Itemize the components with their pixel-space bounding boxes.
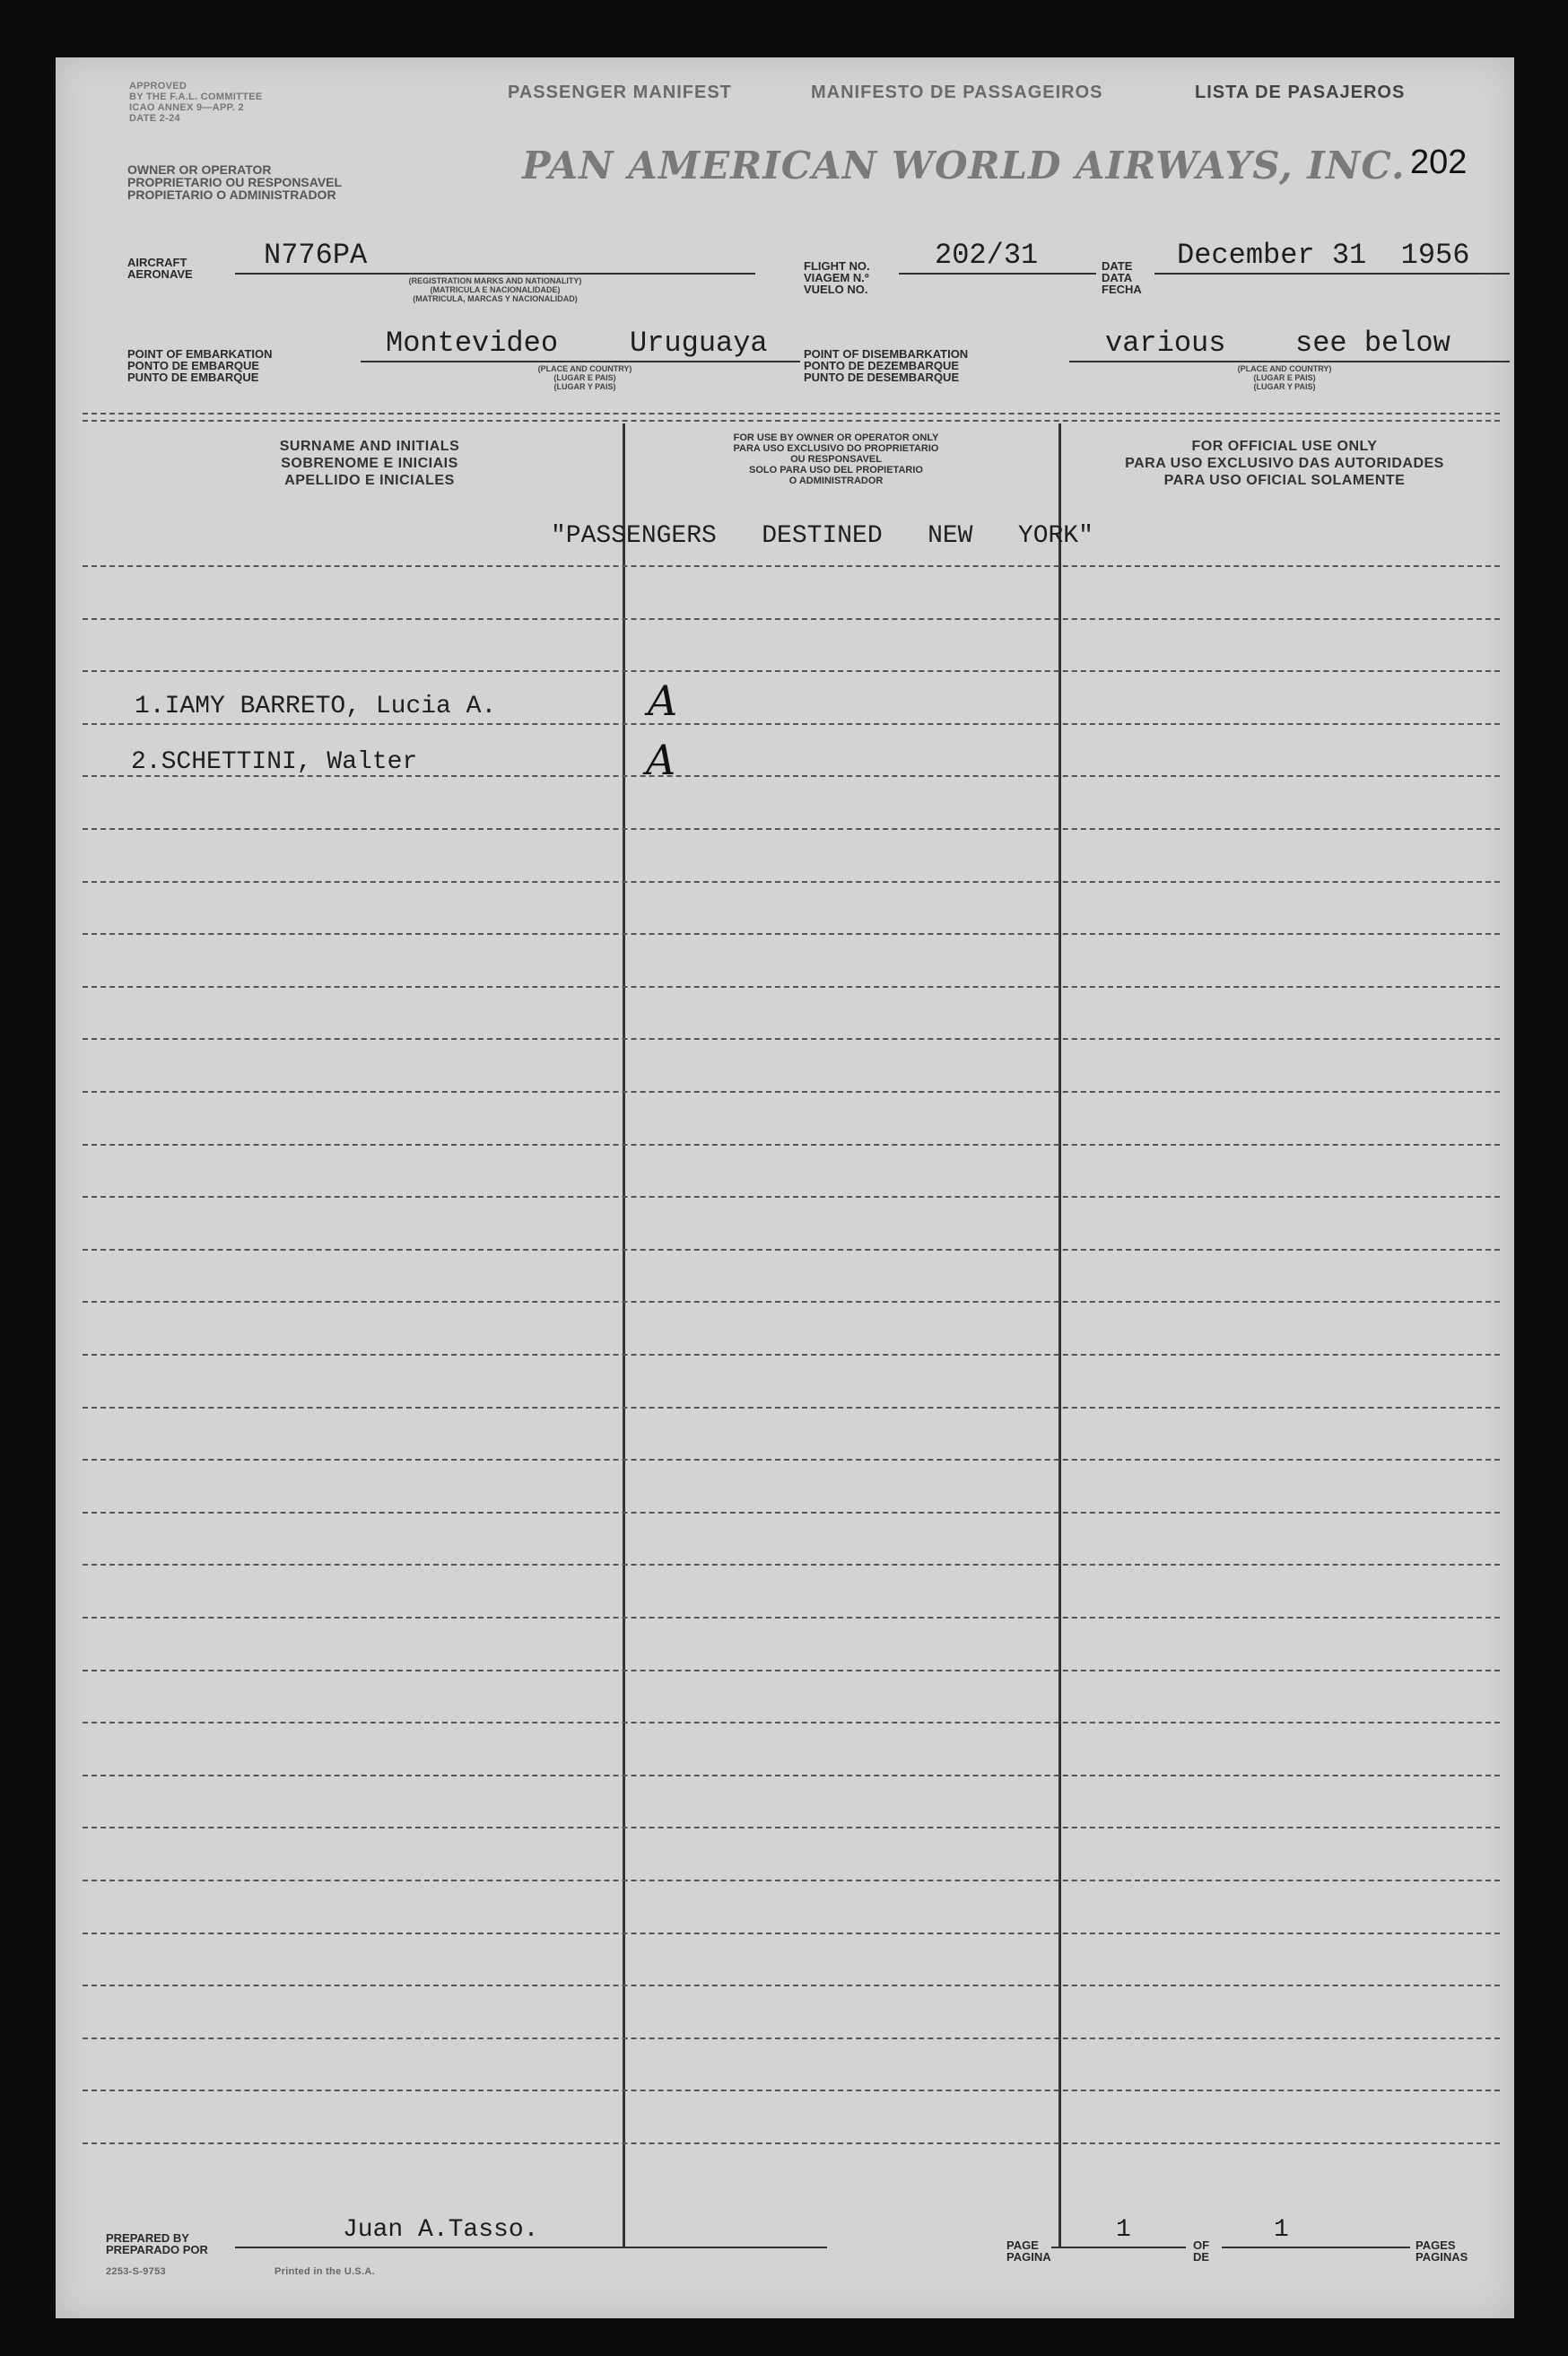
table-rule-line <box>83 933 1500 935</box>
aircraft-sublabel <box>253 276 737 303</box>
date-label <box>1102 260 1142 295</box>
date-label-en: DATE <box>1102 259 1133 273</box>
flight-label-es: VUELO NO. <box>804 283 868 296</box>
table-rule-line <box>83 881 1500 883</box>
prepared-label-en: PREPARED BY <box>106 2231 189 2245</box>
prepared-label-pt: PREPARADO POR <box>106 2243 208 2256</box>
page-label-en: PAGE <box>1006 2238 1039 2252</box>
stamp-line: ICAO ANNEX 9—APP. 2 <box>129 102 244 113</box>
prepared-underline <box>235 2247 827 2248</box>
passenger-mark-1: A <box>648 676 678 725</box>
table-rule-line <box>83 670 1500 672</box>
date-label-es: FECHA <box>1102 283 1142 296</box>
printed-note: Printed in the U.S.A. <box>274 2266 376 2277</box>
col1-line: SOBRENOME E INICIAIS <box>281 456 458 471</box>
column-divider-2 <box>1058 423 1061 2247</box>
pages-label <box>1416 2239 1468 2263</box>
embarkation-country: Uruguaya <box>630 327 768 360</box>
col2-line: PARA USO EXCLUSIVO DO PROPRIETARIO <box>733 443 939 454</box>
flight-label-pt: VIAGEM N.º <box>804 271 869 284</box>
table-rule-line <box>83 1038 1500 1040</box>
passenger-name-1: 1.IAMY BARRETO, Lucia A. <box>135 693 497 720</box>
date-label-pt: DATA <box>1102 271 1133 284</box>
column-header-official <box>1069 438 1500 489</box>
flight-label-en: FLIGHT NO. <box>804 259 870 273</box>
prepared-label <box>106 2232 208 2256</box>
embarkation-label-es: PUNTO DE EMBARQUE <box>127 371 259 384</box>
col2-line: FOR USE BY OWNER OR OPERATOR ONLY <box>733 432 939 443</box>
table-rule-line <box>83 1459 1500 1461</box>
of-label-pt: DE <box>1193 2250 1210 2264</box>
title-pt: MANIFESTO DE PASSAGEIROS <box>811 83 1103 102</box>
form-number: 2253-S-9753 <box>106 2266 166 2277</box>
manifest-page <box>56 57 1514 2318</box>
destination-banner: "PASSENGERS DESTINED NEW YORK" <box>551 522 1093 550</box>
embarkation-sub: (LUGAR Y PAIS) <box>553 382 616 391</box>
flight-label <box>804 260 870 295</box>
col3-line: PARA USO EXCLUSIVO DAS AUTORIDADES <box>1125 456 1444 471</box>
airline-name: PAN AMERICAN WORLD AIRWAYS, INC. <box>522 144 1406 188</box>
col2-line: OU RESPONSAVEL <box>790 454 882 465</box>
table-rule-line <box>83 1933 1500 1934</box>
table-rule-line <box>83 1091 1500 1093</box>
aircraft-sub: (MATRICULA, MARCAS Y NACIONALIDAD) <box>413 294 578 303</box>
stamp-line: DATE 2-24 <box>129 113 180 124</box>
table-rule-line <box>83 1144 1500 1146</box>
stamp-line: APPROVED <box>129 81 187 92</box>
prepared-value: Juan A.Tasso. <box>343 2216 539 2244</box>
embarkation-place: Montevideo <box>386 327 559 360</box>
of-label-en: OF <box>1193 2238 1210 2252</box>
disembarkation-label-en: POINT OF DISEMBARKATION <box>804 347 969 361</box>
table-rule-line <box>83 828 1500 830</box>
col2-line: O ADMINISTRADOR <box>788 476 884 486</box>
disembarkation-sub: (LUGAR Y PAIS) <box>1253 382 1316 391</box>
table-rule-line <box>83 1775 1500 1776</box>
page-label <box>1006 2239 1051 2263</box>
aircraft-label-en: AIRCRAFT <box>127 256 187 269</box>
table-rule-line <box>83 1249 1500 1251</box>
table-rule-line <box>83 2038 1500 2039</box>
disembarkation-label-pt: PONTO DE DEZEMBARQUE <box>804 359 960 372</box>
stamp-line: BY THE F.A.L. COMMITTEE <box>129 92 263 102</box>
owner-label-en: OWNER OR OPERATOR <box>127 162 272 177</box>
pages-value: 1 <box>1274 2216 1289 2244</box>
col3-line: PARA USO OFICIAL SOLAMENTE <box>1163 473 1406 488</box>
passenger-name-2: 2.SCHETTINI, Walter <box>131 748 418 776</box>
table-rule-line <box>83 1301 1500 1303</box>
approval-stamp <box>129 81 262 124</box>
table-rule-line <box>83 1985 1500 1986</box>
passenger-mark-2: A <box>646 736 676 784</box>
disembarkation-label-es: PUNTO DE DESEMBARQUE <box>804 371 960 384</box>
embarkation-sublabel <box>432 364 737 391</box>
table-rule-line <box>83 986 1500 988</box>
disembarkation-place: various <box>1105 327 1226 360</box>
col3-line: FOR OFFICIAL USE ONLY <box>1191 439 1378 454</box>
embarkation-label-en: POINT OF EMBARKATION <box>127 347 273 361</box>
aircraft-label <box>127 257 193 280</box>
col1-line: APELLIDO E INICIALES <box>284 473 455 488</box>
table-rule-line <box>83 1407 1500 1409</box>
disembarkation-label <box>804 348 968 383</box>
aircraft-sub: (REGISTRATION MARKS AND NATIONALITY) <box>408 276 582 285</box>
table-top-rule <box>83 420 1500 422</box>
table-rule-line <box>83 2090 1500 2091</box>
page-underline <box>1051 2247 1186 2248</box>
column-divider-1 <box>623 423 625 2247</box>
table-rule-line <box>83 1722 1500 1723</box>
page-value: 1 <box>1116 2216 1131 2244</box>
table-rule-line <box>83 1196 1500 1198</box>
table-rule-line <box>83 1617 1500 1619</box>
col2-line: SOLO PARA USO DEL PROPIETARIO <box>749 465 923 476</box>
table-rule-line <box>83 1354 1500 1356</box>
date-value: December 31 1956 <box>1177 239 1470 272</box>
embarkation-label <box>127 348 273 383</box>
flight-underline <box>899 273 1096 275</box>
table-rule-line <box>83 618 1500 620</box>
aircraft-label-pt: AERONAVE <box>127 267 193 281</box>
embarkation-label-pt: PONTO DE EMBARQUE <box>127 359 260 372</box>
table-rule-line <box>83 1827 1500 1828</box>
table-top-rule <box>83 413 1500 414</box>
disembarkation-sub: (PLACE AND COUNTRY) <box>1237 364 1332 373</box>
flight-value: 202/31 <box>935 239 1039 272</box>
aircraft-underline <box>235 273 755 275</box>
disembarkation-underline <box>1069 361 1510 362</box>
date-underline <box>1154 273 1510 275</box>
table-rule-line <box>83 723 1500 725</box>
aircraft-sub: (MATRICULA E NACIONALIDADE) <box>430 285 561 294</box>
owner-label <box>127 163 342 201</box>
disembarkation-note: see below <box>1295 327 1450 360</box>
embarkation-sub: (LUGAR E PAIS) <box>553 373 616 382</box>
table-rule-line <box>83 1880 1500 1881</box>
col1-line: SURNAME AND INITIALS <box>279 439 460 454</box>
embarkation-underline <box>361 361 800 362</box>
table-rule-line <box>83 2142 1500 2144</box>
pages-underline <box>1222 2247 1410 2248</box>
page-label-pt: PAGINA <box>1006 2250 1051 2264</box>
of-label <box>1193 2239 1209 2263</box>
aircraft-value: N776PA <box>264 239 368 272</box>
disembarkation-sublabel <box>1132 364 1437 391</box>
page-number: 202 <box>1410 144 1468 181</box>
embarkation-sub: (PLACE AND COUNTRY) <box>537 364 632 373</box>
pages-label-pt: PAGINAS <box>1416 2250 1468 2264</box>
title-en: PASSENGER MANIFEST <box>508 83 732 102</box>
owner-label-es: PROPIETARIO O ADMINISTRADOR <box>127 188 336 202</box>
owner-label-pt: PROPRIETARIO OU RESPONSAVEL <box>127 175 343 189</box>
column-header-owner <box>630 432 1042 486</box>
table-rule-line <box>83 1564 1500 1566</box>
disembarkation-sub: (LUGAR E PAIS) <box>1253 373 1316 382</box>
table-rule-line <box>83 1670 1500 1671</box>
table-rule-line <box>83 565 1500 567</box>
title-es: LISTA DE PASAJEROS <box>1195 83 1406 102</box>
column-header-name <box>136 438 603 489</box>
pages-label-en: PAGES <box>1416 2238 1456 2252</box>
table-rule-line <box>83 1512 1500 1514</box>
